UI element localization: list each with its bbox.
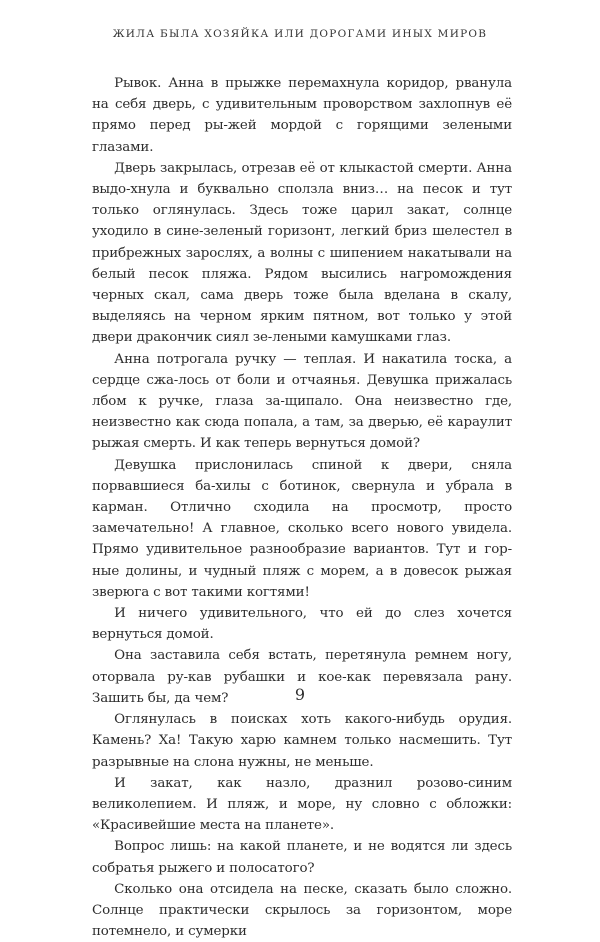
paragraph: И закат, как назло, дразнил розово-синим великолепием. И пляж, и море, ну словно с обложки: «Красивейшие места на планете». xyxy=(92,775,512,834)
paragraph: Анна потрогала ручку — теплая. И накатила тоска, а сердце сжа-лось от боли и отчаянья. Девушка прижалась лбом к ручке, глаза за-щипало. Она неизвестно где, неизвестно как сюда попала, а там, за дверью, её караулит рыжая смерть. И как теперь вернуться домой? xyxy=(92,351,512,452)
paragraph: Девушка прислонилась спиной к двери, сняла порвавшиеся ба-хилы с ботинок, свернула и убрала в карман. Отлично сходила на просмотр, просто замечательно! А главное, сколько всего нового увидела. Прямо удивительное разнообразие вариантов. Тут и гор-ные долины, и чудный пляж с морем, а в довесок рыжая зверюга с вот такими когтями! xyxy=(92,457,512,600)
paragraph: Сколько она отсидела на песке, сказать было сложно. Солнце практически скрылось за горизонтом, море потемнело, и сумерки xyxy=(92,881,512,940)
paragraph: Рывок. Анна в прыжке перемахнула коридор, рванула на себя дверь, с удивительным проворством захлопнув её прямо перед ры-жей мордой с горящими зелеными глазами. xyxy=(92,76,512,155)
page-number: 9 xyxy=(294,685,306,704)
paragraph: Оглянулась в поисках хоть какого-нибудь орудия. Камень? Ха! Такую харю камнем только насмешить. Тут разрывные на слона нужны, не меньше. xyxy=(92,712,512,770)
paragraph: И ничего удивительного, что ей до слез хочется вернуться домой. xyxy=(92,606,512,643)
paragraph: Она заставила себя встать, перетянула ремнем ногу, оторвала ру-кав рубашки и кое-как перевязала рану. Зашить бы, да чем? xyxy=(92,648,512,706)
running-header: ЖИЛА БЫЛА ХОЗЯЙКА ИЛИ ДОРОГАМИ ИНЫХ МИРОВ xyxy=(112,28,488,40)
paragraph: Вопрос лишь: на какой планете, и не водятся ли здесь собратья рыжего и полосатого? xyxy=(92,839,512,876)
body-text xyxy=(92,73,512,942)
paragraph: Дверь закрылась, отрезав её от клыкастой смерти. Анна выдо-хнула и буквально сползла вниз… на песок и тут только оглянулась. Здесь тоже царил закат, солнце уходило в сине-зеленый горизонт, легкий бриз шелестел в прибрежных зарослях, а волны с шипением накатывали на белый песок пляжа. Рядом высились нагромождения черных скал, сама дверь тоже была вделана в скалу, выделяясь на черном ярким пятном, вот только у этой двери дракончик сиял зе-леными камушками глаз. xyxy=(92,160,512,346)
